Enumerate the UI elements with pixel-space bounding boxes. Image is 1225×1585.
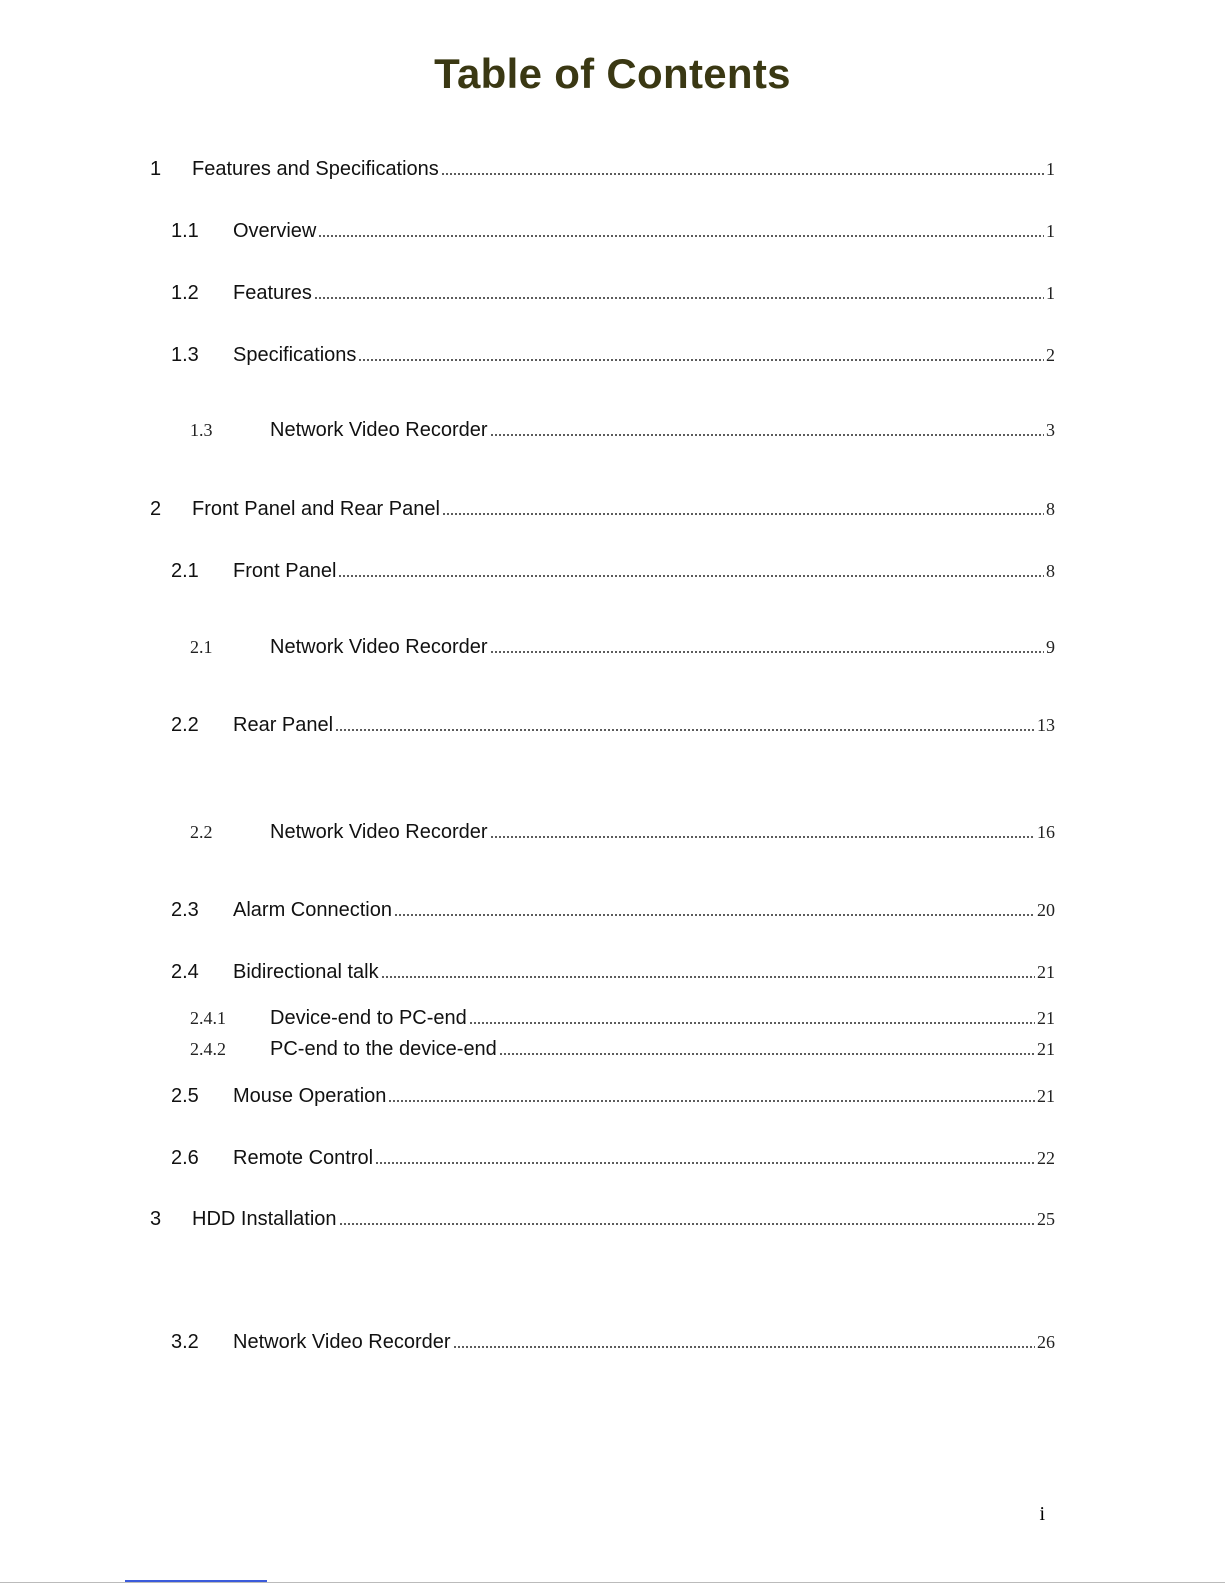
dot-leader	[335, 727, 1035, 733]
toc-entry-number: 2.3	[171, 899, 199, 921]
toc-entry[interactable]	[171, 218, 1055, 244]
toc-entry-number: 2.4.2	[190, 1039, 226, 1059]
toc-entry-number: 1.1	[171, 220, 199, 242]
toc-entry-label: Device-end to PC-end	[270, 1007, 467, 1029]
toc-entry-number: 2.4.1	[190, 1008, 226, 1028]
toc-entry[interactable]	[171, 342, 1055, 368]
toc-entry[interactable]	[171, 558, 1055, 584]
dot-leader	[375, 1160, 1035, 1166]
dot-leader	[490, 649, 1044, 655]
toc-entry-number: 2.5	[171, 1085, 199, 1107]
toc-entry[interactable]	[150, 156, 1055, 182]
toc-entry[interactable]	[171, 959, 1055, 985]
toc-entry-number: 2.2	[171, 714, 199, 736]
toc-entry-page: 8	[1046, 561, 1055, 581]
toc-entry[interactable]	[150, 496, 1055, 522]
toc-entry-number: 2.6	[171, 1147, 199, 1169]
dot-leader	[339, 1221, 1035, 1227]
toc-entry[interactable]	[150, 1206, 1055, 1232]
toc-entry[interactable]	[171, 280, 1055, 306]
toc-entry-page: 26	[1037, 1332, 1055, 1352]
toc-entry-page: 21	[1037, 962, 1055, 982]
toc-entry-label: Bidirectional talk	[233, 961, 379, 983]
page-bottom-edge	[0, 1582, 1225, 1583]
toc-entry-page: 13	[1037, 715, 1055, 735]
dot-leader	[381, 974, 1035, 980]
toc-entry-number: 2.1	[190, 637, 213, 657]
toc-entry-number: 2	[150, 498, 162, 520]
toc-entry[interactable]	[190, 819, 1055, 845]
toc-entry-page: 21	[1037, 1086, 1055, 1106]
dot-leader	[469, 1020, 1035, 1026]
toc-entry-label: HDD Installation	[192, 1208, 337, 1230]
toc-entry-label: Mouse Operation	[233, 1085, 387, 1107]
toc-entry-label: PC-end to the device-end	[270, 1038, 497, 1060]
toc-entry-label: Rear Panel	[233, 714, 334, 736]
toc-entry-label: Network Video Recorder	[270, 821, 488, 843]
toc-entry-label: Network Video Recorder	[270, 419, 488, 441]
dot-leader	[490, 834, 1035, 840]
toc-entry-number: 1	[150, 158, 162, 180]
toc-entry-label: Alarm Connection	[233, 899, 392, 921]
page-number: i	[1039, 1503, 1045, 1525]
toc-entry-number: 2.4	[171, 961, 199, 983]
toc-entry[interactable]	[190, 417, 1055, 443]
toc-entry-label: Features	[233, 282, 312, 304]
toc-entry-number: 1.2	[171, 282, 199, 304]
dot-leader	[318, 233, 1044, 239]
toc-entry-label: Features and Specifications	[192, 158, 439, 180]
toc-entry-page: 1	[1046, 283, 1055, 303]
toc-entry-page: 25	[1037, 1209, 1055, 1229]
toc-entry-number: 3.2	[171, 1331, 199, 1353]
toc-entry[interactable]	[190, 634, 1055, 660]
toc-entry[interactable]	[171, 1329, 1055, 1355]
dot-leader	[442, 511, 1044, 517]
toc-entry-label: Network Video Recorder	[233, 1331, 451, 1353]
toc-entry-page: 22	[1037, 1148, 1055, 1168]
toc-entry-page: 2	[1046, 345, 1055, 365]
dot-leader	[394, 912, 1035, 918]
toc-entry[interactable]	[171, 897, 1055, 923]
toc-entry-page: 9	[1046, 637, 1055, 657]
toc-entry-label: Overview	[233, 220, 317, 242]
dot-leader	[453, 1344, 1035, 1350]
toc-entry-label: Remote Control	[233, 1147, 374, 1169]
dot-leader	[499, 1051, 1035, 1057]
toc-entry[interactable]	[171, 712, 1055, 738]
toc-entry-page: 16	[1037, 822, 1055, 842]
toc-entry-page: 8	[1046, 499, 1055, 519]
dot-leader	[314, 295, 1044, 301]
dot-leader	[490, 432, 1044, 438]
toc-entry-page: 21	[1037, 1039, 1055, 1059]
toc-entry-number: 3	[150, 1208, 162, 1230]
toc-entry-page: 21	[1037, 1008, 1055, 1028]
toc-entry[interactable]	[171, 1083, 1055, 1109]
toc-entry-label: Front Panel	[233, 560, 337, 582]
dot-leader	[358, 357, 1044, 363]
toc-entry-label: Front Panel and Rear Panel	[192, 498, 440, 520]
toc-entry-label: Specifications	[233, 344, 357, 366]
toc-entry[interactable]	[190, 1036, 1055, 1062]
toc-entry-label: Network Video Recorder	[270, 636, 488, 658]
toc-entry-page: 3	[1046, 420, 1055, 440]
toc-entry[interactable]	[190, 1005, 1055, 1031]
toc-entry-page: 1	[1046, 159, 1055, 179]
dot-leader	[441, 171, 1044, 177]
toc-entry-page: 1	[1046, 221, 1055, 241]
toc-entry-number: 2.2	[190, 822, 213, 842]
toc-entry-page: 20	[1037, 900, 1055, 920]
dot-leader	[338, 573, 1044, 579]
page-title: Table of Contents	[434, 50, 791, 97]
toc-entry-number: 1.3	[171, 344, 199, 366]
toc-entry[interactable]	[171, 1145, 1055, 1171]
toc-entry-number: 1.3	[190, 420, 213, 440]
dot-leader	[388, 1098, 1035, 1104]
toc-entry-number: 2.1	[171, 560, 199, 582]
